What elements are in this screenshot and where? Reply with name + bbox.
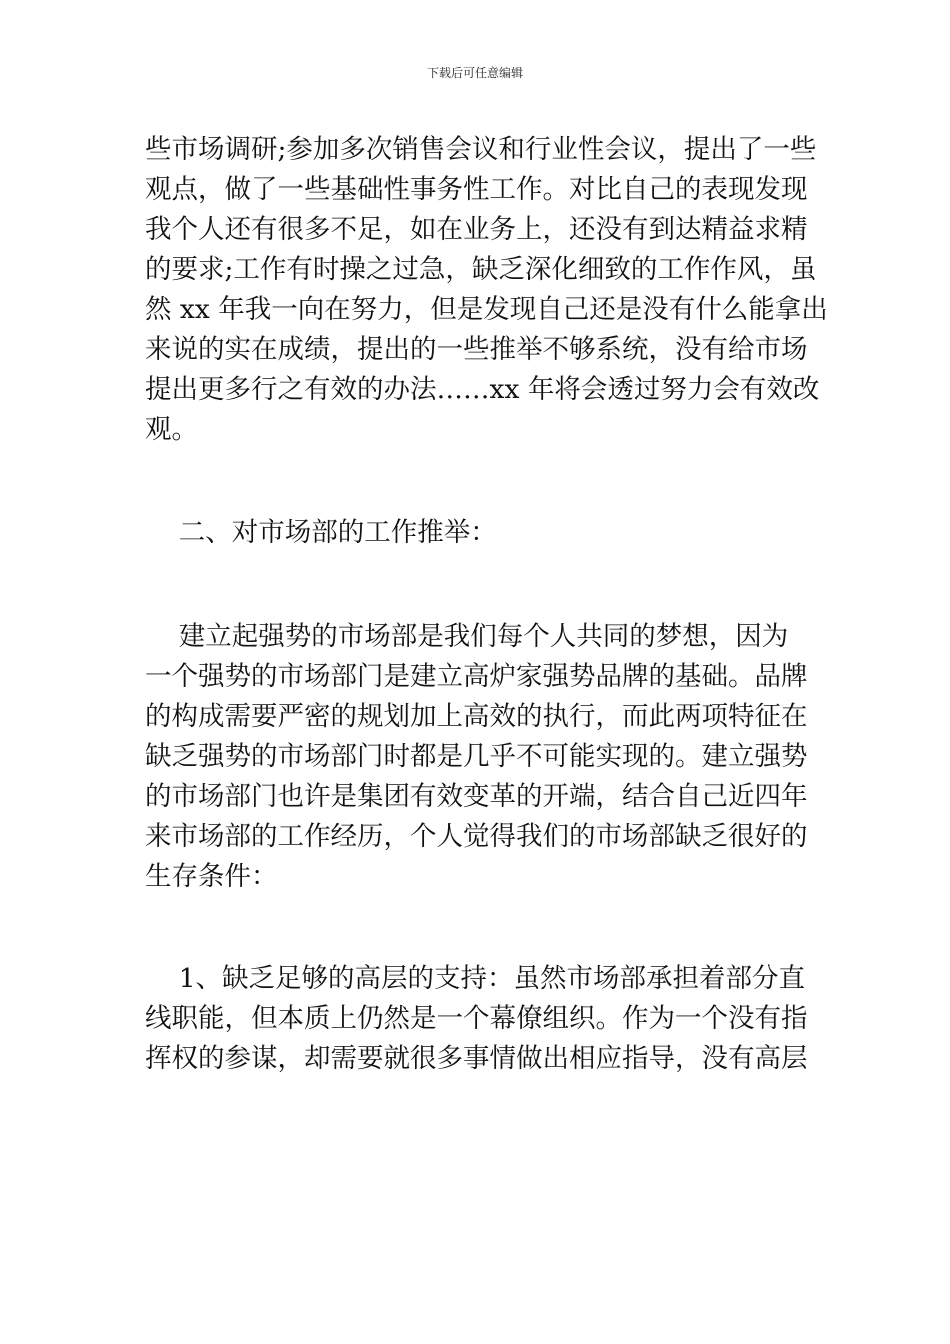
- heading-line: 二、对市场部的工作推举：: [145, 517, 497, 548]
- text-line: 然 xx 年我一向在努力，但是发现自己还是没有什么能拿出: [145, 294, 828, 325]
- text-line: 1、缺乏足够的高层的支持：虽然市场部承担着部分直: [145, 963, 806, 994]
- text-line: 来说的实在成绩，提出的一些推举不够系统，没有给市场: [145, 334, 808, 365]
- section-heading: [145, 513, 810, 553]
- text-line: 生存条件：: [145, 861, 278, 892]
- page-header: 下载后可任意编辑: [426, 66, 523, 80]
- text-line: 的构成需要严密的规划加上高效的执行，而此两项特征在: [145, 701, 808, 732]
- text-line: 一个强势的市场部门是建立高炉家强势品牌的基础。品牌: [145, 661, 808, 692]
- paragraph-spacer: [145, 897, 810, 959]
- paragraph-1: [145, 130, 828, 450]
- text-line: 些市场调研;参加多次销售会议和行业性会议，提出了一些: [145, 134, 817, 165]
- paragraph-2: [145, 617, 810, 897]
- text-line: 挥权的参谋，却需要就很多事情做出相应指导，没有高层: [145, 1043, 808, 1074]
- paragraph-spacer: [145, 450, 810, 513]
- text-line: 我个人还有很多不足，如在业务上，还没有到达精益求精: [145, 214, 808, 245]
- paragraph-spacer: [145, 553, 810, 617]
- text-line: 来市场部的工作经历，个人觉得我们的市场部缺乏很好的: [145, 821, 808, 852]
- text-line: 缺乏强势的市场部门时都是几乎不可能实现的。建立强势: [145, 741, 808, 772]
- text-line: 提出更多行之有效的办法……xx 年将会透过努力会有效改: [145, 374, 820, 405]
- paragraph-3: [145, 959, 810, 1079]
- text-line: 观点，做了一些基础性事务性工作。对比自己的表现发现: [145, 174, 808, 205]
- document-body: [145, 130, 828, 1079]
- text-line: 观。: [145, 414, 198, 445]
- text-line: 线职能，但本质上仍然是一个幕僚组织。作为一个没有指: [145, 1003, 808, 1034]
- text-line: 建立起强势的市场部是我们每个人共同的梦想，因为: [145, 621, 789, 652]
- text-line: 的市场部门也许是集团有效变革的开端，结合自己近四年: [145, 781, 808, 812]
- text-line: 的要求;工作有时操之过急，缺乏深化细致的工作作风，虽: [145, 254, 817, 285]
